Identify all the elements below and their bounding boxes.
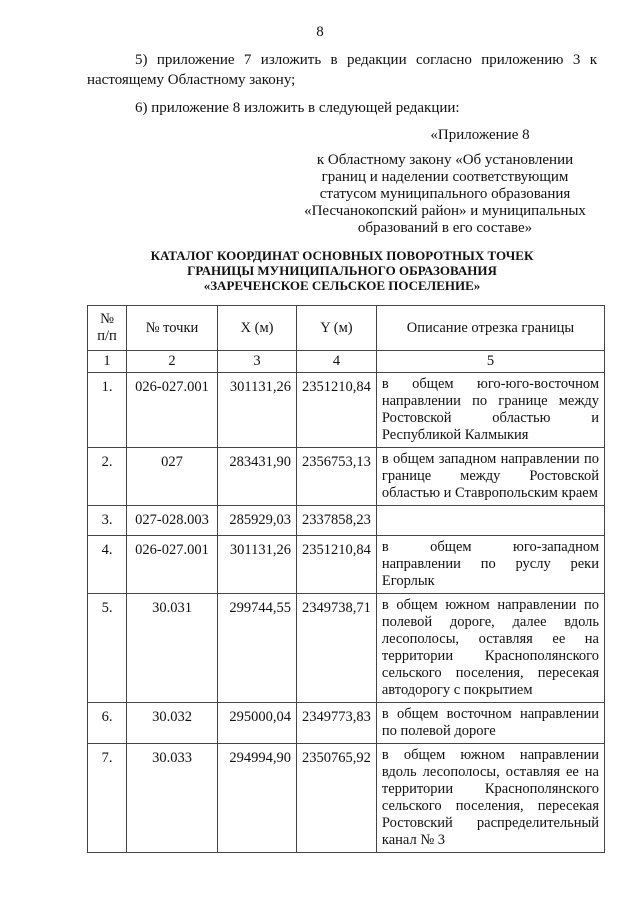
row-y: 2350765,92 [297,744,377,853]
header-y: Y (м) [297,306,377,351]
catalog-heading-line: «ЗАРЕЧЕНСКОЕ СЕЛЬСКОЕ ПОСЕЛЕНИЕ» [203,278,481,293]
column-number: 5 [376,351,604,373]
row-desc: в общем юго-юго-восточном направлении по границе между Ростовской областью и Республикой Калмыкия [376,373,604,448]
row-x: 295000,04 [218,703,297,744]
table-row [88,448,605,506]
row-x: 301131,26 [218,536,297,594]
column-number: 1 [88,351,127,373]
row-num: 7. [88,744,127,853]
row-point: 30.033 [127,744,218,853]
row-desc: в общем юго-западном направлении по руслу реки Егорлык [376,536,604,594]
row-y: 2356753,13 [297,448,377,506]
row-x: 283431,90 [218,448,297,506]
appendix-caption-line: границ и наделении соответствующим [321,169,569,185]
row-y: 2351210,84 [297,373,377,448]
column-number: 4 [297,351,377,373]
row-x: 299744,55 [218,594,297,703]
row-desc: в общем южном направлении по полевой дороге, далее вдоль лесополосы, оставляя ее на территории Краснополянского сельского поселения, пересекая автодорогу с покрытием [376,594,604,703]
table-row [88,506,605,536]
appendix-caption [300,152,590,237]
catalog-heading-line: КАТАЛОГ КООРДИНАТ ОСНОВНЫХ ПОВОРОТНЫХ ТОЧЕК [150,248,534,263]
row-desc [376,506,604,536]
appendix-caption-line: статусом муниципального образования [319,186,571,202]
row-y: 2349738,71 [297,594,377,703]
header-num [88,306,127,351]
table-row [88,373,605,448]
row-point: 026-027.001 [127,536,218,594]
row-point: 30.032 [127,703,218,744]
row-x: 301131,26 [218,373,297,448]
header-point: № точки [127,306,218,351]
row-num: 3. [88,506,127,536]
row-y: 2351210,84 [297,536,377,594]
appendix-caption-line: образований в его составе» [357,220,533,236]
table-row [88,703,605,744]
appendix-caption-line: к Областному закону «Об установлении [316,152,574,168]
row-point: 027 [127,448,218,506]
header-num-line2: п/п [97,328,117,344]
page-number: 8 [316,24,324,40]
appendix-title [300,127,590,144]
row-point: 30.031 [127,594,218,703]
row-num: 2. [88,448,127,506]
table-row [88,594,605,703]
paragraph-item-5: 5) приложение 7 изложить в редакции согласно приложению 3 к настоящему Областному закону; [87,52,597,88]
row-desc: в общем западном направлении по границе между Ростовской областью и Ставропольским краем [376,448,604,506]
row-num: 6. [88,703,127,744]
row-num: 1. [88,373,127,448]
row-y: 2337858,23 [297,506,377,536]
row-point: 027-028.003 [127,506,218,536]
row-num: 4. [88,536,127,594]
row-desc: в общем южном направлении вдоль лесополосы, оставляя ее на территории Краснополянского сельского поселения, пересекая Ростовский распределительный канал № 3 [376,744,604,853]
header-num-line1: № [100,311,114,327]
paragraph-item-6: 6) приложение 8 изложить в следующей редакции: [135,100,460,116]
header-x: X (м) [218,306,297,351]
appendix-title-line: «Приложение 8 [430,127,530,143]
row-x: 285929,03 [218,506,297,536]
catalog-heading-line: ГРАНИЦЫ МУНИЦИПАЛЬНОГО ОБРАЗОВАНИЯ [187,263,497,278]
table-header-row [88,306,605,351]
appendix-caption-line: «Песчанокопский район» и муниципальных [304,203,586,219]
row-x: 294994,90 [218,744,297,853]
column-number: 2 [127,351,218,373]
row-y: 2349773,83 [297,703,377,744]
row-point: 026-027.001 [127,373,218,448]
header-desc: Описание отрезка границы [376,306,604,351]
table-row [88,536,605,594]
coordinates-table [87,305,605,853]
catalog-heading [87,248,597,293]
row-num: 5. [88,594,127,703]
column-number: 3 [218,351,297,373]
column-numbers-row [88,351,605,373]
row-desc: в общем восточном направлении по полевой дороге [376,703,604,744]
table-row [88,744,605,853]
